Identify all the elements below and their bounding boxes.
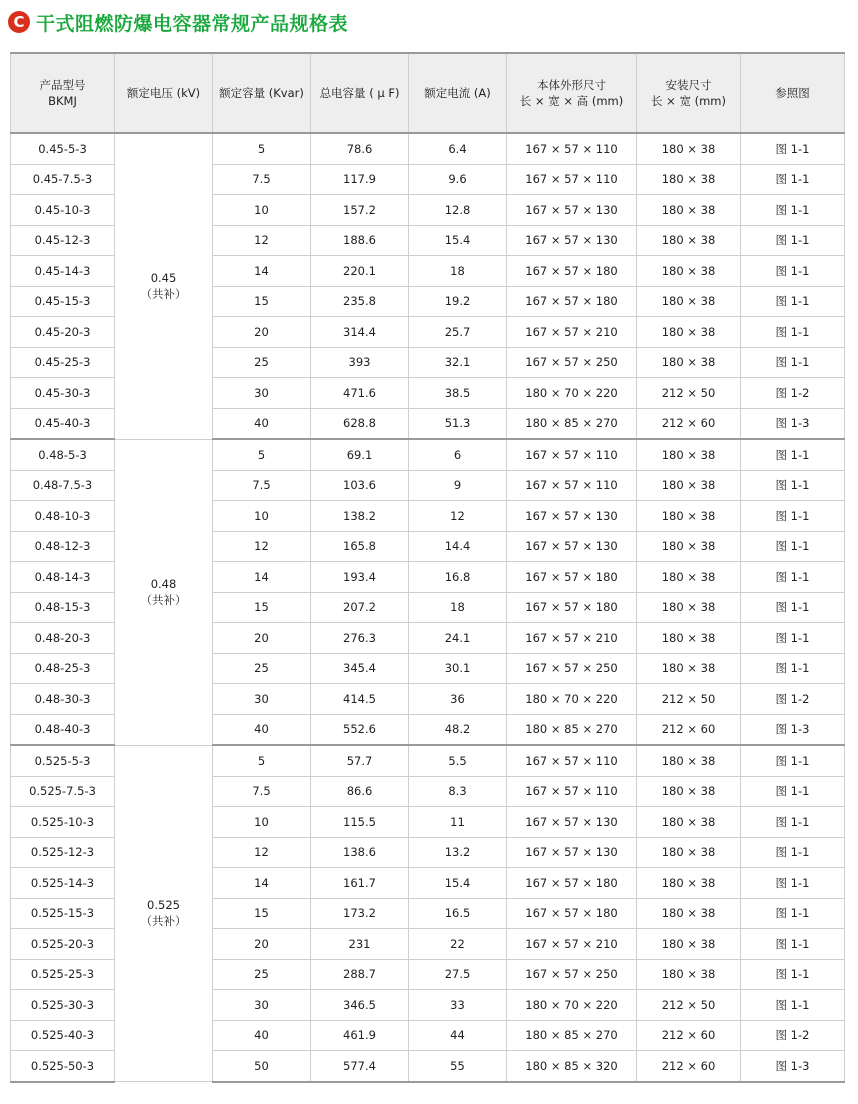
dimensions-cell: 180 × 85 × 320 [507, 1051, 637, 1082]
dimensions-cell: 167 × 57 × 180 [507, 286, 637, 317]
install-cell: 180 × 38 [637, 439, 741, 470]
current-cell: 36 [409, 684, 507, 715]
total-capacitance-cell: 314.4 [311, 317, 409, 348]
dimensions-cell: 167 × 57 × 110 [507, 745, 637, 776]
reference-cell: 图 1-1 [741, 807, 845, 838]
current-cell: 25.7 [409, 317, 507, 348]
dimensions-cell: 167 × 57 × 110 [507, 439, 637, 470]
model-cell: 0.48-20-3 [11, 623, 115, 654]
col-header-total-capacitance: 总电容量 ( μ F) [311, 53, 409, 133]
capacity-cell: 14 [213, 562, 311, 593]
capacity-cell: 10 [213, 195, 311, 226]
col-header-model [11, 53, 115, 133]
reference-cell: 图 1-1 [741, 225, 845, 256]
brand-logo-icon [8, 11, 30, 33]
total-capacitance-cell: 461.9 [311, 1020, 409, 1051]
model-cell: 0.48-15-3 [11, 592, 115, 623]
voltage-cell [115, 439, 213, 745]
capacity-cell: 14 [213, 256, 311, 287]
reference-cell: 图 1-1 [741, 745, 845, 776]
reference-cell: 图 1-1 [741, 898, 845, 929]
reference-cell: 图 1-1 [741, 592, 845, 623]
total-capacitance-cell: 173.2 [311, 898, 409, 929]
reference-cell: 图 1-1 [741, 531, 845, 562]
install-cell: 180 × 38 [637, 317, 741, 348]
model-cell: 0.48-10-3 [11, 501, 115, 532]
capacity-cell: 10 [213, 807, 311, 838]
col-header-reference: 参照图 [741, 53, 845, 133]
col-header-install-line1: 安装尺寸 [665, 78, 712, 92]
capacity-cell: 5 [213, 745, 311, 776]
current-cell: 18 [409, 256, 507, 287]
col-header-dimensions-line1: 本体外形尺寸 [537, 78, 606, 92]
install-cell: 180 × 38 [637, 807, 741, 838]
install-cell: 180 × 38 [637, 470, 741, 501]
dimensions-cell: 167 × 57 × 210 [507, 929, 637, 960]
current-cell: 9 [409, 470, 507, 501]
install-cell: 180 × 38 [637, 164, 741, 195]
dimensions-cell: 180 × 70 × 220 [507, 990, 637, 1021]
current-cell: 9.6 [409, 164, 507, 195]
page-title [8, 8, 348, 36]
capacity-cell: 12 [213, 837, 311, 868]
capacity-cell: 5 [213, 439, 311, 470]
voltage-cell [115, 133, 213, 439]
install-cell: 180 × 38 [637, 868, 741, 899]
reference-cell: 图 1-2 [741, 378, 845, 409]
col-header-current: 额定电流 (A) [409, 53, 507, 133]
install-cell: 180 × 38 [637, 745, 741, 776]
dimensions-cell: 167 × 57 × 130 [507, 501, 637, 532]
dimensions-cell: 167 × 57 × 110 [507, 133, 637, 164]
install-cell: 212 × 50 [637, 684, 741, 715]
total-capacitance-cell: 577.4 [311, 1051, 409, 1082]
dimensions-cell: 167 × 57 × 110 [507, 164, 637, 195]
install-cell: 180 × 38 [637, 959, 741, 990]
capacity-cell: 7.5 [213, 470, 311, 501]
reference-cell: 图 1-1 [741, 164, 845, 195]
model-cell: 0.45-40-3 [11, 408, 115, 439]
reference-cell: 图 1-1 [741, 501, 845, 532]
capacity-cell: 25 [213, 653, 311, 684]
reference-cell: 图 1-1 [741, 133, 845, 164]
dimensions-cell: 167 × 57 × 110 [507, 470, 637, 501]
total-capacitance-cell: 78.6 [311, 133, 409, 164]
install-cell: 180 × 38 [637, 501, 741, 532]
total-capacitance-cell: 193.4 [311, 562, 409, 593]
dimensions-cell: 167 × 57 × 250 [507, 347, 637, 378]
capacity-cell: 20 [213, 317, 311, 348]
current-cell: 44 [409, 1020, 507, 1051]
col-header-voltage: 额定电压 (kV) [115, 53, 213, 133]
current-cell: 24.1 [409, 623, 507, 654]
total-capacitance-cell: 157.2 [311, 195, 409, 226]
voltage-note: （共补） [140, 287, 187, 302]
model-cell: 0.525-50-3 [11, 1051, 115, 1082]
capacity-cell: 15 [213, 592, 311, 623]
reference-cell: 图 1-2 [741, 684, 845, 715]
install-cell: 180 × 38 [637, 653, 741, 684]
dimensions-cell: 167 × 57 × 180 [507, 898, 637, 929]
reference-cell: 图 1-1 [741, 990, 845, 1021]
dimensions-cell: 180 × 85 × 270 [507, 408, 637, 439]
model-cell: 0.48-7.5-3 [11, 470, 115, 501]
current-cell: 19.2 [409, 286, 507, 317]
model-cell: 0.45-25-3 [11, 347, 115, 378]
current-cell: 13.2 [409, 837, 507, 868]
capacity-cell: 40 [213, 408, 311, 439]
reference-cell: 图 1-1 [741, 439, 845, 470]
dimensions-cell: 167 × 57 × 130 [507, 225, 637, 256]
dimensions-cell: 167 × 57 × 250 [507, 959, 637, 990]
table-row [11, 439, 845, 470]
dimensions-cell: 167 × 57 × 180 [507, 592, 637, 623]
install-cell: 180 × 38 [637, 133, 741, 164]
capacity-cell: 40 [213, 1020, 311, 1051]
total-capacitance-cell: 188.6 [311, 225, 409, 256]
capacity-cell: 20 [213, 623, 311, 654]
install-cell: 212 × 60 [637, 1020, 741, 1051]
capacity-cell: 25 [213, 959, 311, 990]
total-capacitance-cell: 57.7 [311, 745, 409, 776]
total-capacitance-cell: 220.1 [311, 256, 409, 287]
current-cell: 11 [409, 807, 507, 838]
dimensions-cell: 167 × 57 × 130 [507, 837, 637, 868]
total-capacitance-cell: 103.6 [311, 470, 409, 501]
current-cell: 15.4 [409, 225, 507, 256]
capacity-cell: 30 [213, 684, 311, 715]
total-capacitance-cell: 235.8 [311, 286, 409, 317]
current-cell: 6 [409, 439, 507, 470]
model-cell: 0.45-20-3 [11, 317, 115, 348]
capacity-cell: 7.5 [213, 164, 311, 195]
reference-cell: 图 1-2 [741, 1020, 845, 1051]
total-capacitance-cell: 165.8 [311, 531, 409, 562]
dimensions-cell: 167 × 57 × 180 [507, 256, 637, 287]
total-capacitance-cell: 86.6 [311, 776, 409, 807]
current-cell: 55 [409, 1051, 507, 1082]
dimensions-cell: 167 × 57 × 180 [507, 868, 637, 899]
current-cell: 16.5 [409, 898, 507, 929]
total-capacitance-cell: 471.6 [311, 378, 409, 409]
install-cell: 212 × 60 [637, 714, 741, 745]
reference-cell: 图 1-1 [741, 347, 845, 378]
reference-cell: 图 1-1 [741, 959, 845, 990]
current-cell: 5.5 [409, 745, 507, 776]
current-cell: 48.2 [409, 714, 507, 745]
current-cell: 18 [409, 592, 507, 623]
capacity-cell: 40 [213, 714, 311, 745]
capacity-cell: 15 [213, 286, 311, 317]
model-cell: 0.525-30-3 [11, 990, 115, 1021]
reference-cell: 图 1-1 [741, 562, 845, 593]
dimensions-cell: 167 × 57 × 210 [507, 623, 637, 654]
install-cell: 180 × 38 [637, 592, 741, 623]
install-cell: 212 × 50 [637, 378, 741, 409]
model-cell: 0.525-5-3 [11, 745, 115, 776]
col-header-install-line2: 长 × 宽 (mm) [651, 94, 726, 108]
install-cell: 180 × 38 [637, 286, 741, 317]
current-cell: 15.4 [409, 868, 507, 899]
model-cell: 0.45-5-3 [11, 133, 115, 164]
model-cell: 0.45-15-3 [11, 286, 115, 317]
current-cell: 12 [409, 501, 507, 532]
model-cell: 0.48-12-3 [11, 531, 115, 562]
reference-cell: 图 1-3 [741, 714, 845, 745]
voltage-note: （共补） [140, 914, 187, 929]
reference-cell: 图 1-1 [741, 317, 845, 348]
dimensions-cell: 167 × 57 × 130 [507, 195, 637, 226]
reference-cell: 图 1-1 [741, 653, 845, 684]
model-cell: 0.525-20-3 [11, 929, 115, 960]
dimensions-cell: 167 × 57 × 250 [507, 653, 637, 684]
model-cell: 0.48-40-3 [11, 714, 115, 745]
current-cell: 8.3 [409, 776, 507, 807]
capacity-cell: 20 [213, 929, 311, 960]
reference-cell: 图 1-1 [741, 195, 845, 226]
total-capacitance-cell: 69.1 [311, 439, 409, 470]
dimensions-cell: 180 × 85 × 270 [507, 714, 637, 745]
table-header-row [11, 53, 845, 133]
total-capacitance-cell: 138.2 [311, 501, 409, 532]
current-cell: 38.5 [409, 378, 507, 409]
logo-letter: C [13, 13, 25, 31]
model-cell: 0.45-14-3 [11, 256, 115, 287]
reference-cell: 图 1-1 [741, 470, 845, 501]
reference-cell: 图 1-1 [741, 868, 845, 899]
current-cell: 27.5 [409, 959, 507, 990]
install-cell: 180 × 38 [637, 347, 741, 378]
model-cell: 0.48-5-3 [11, 439, 115, 470]
title-text: 干式阻燃防爆电容器常规产品规格表 [36, 12, 349, 35]
install-cell: 180 × 38 [637, 256, 741, 287]
total-capacitance-cell: 138.6 [311, 837, 409, 868]
voltage-value: 0.48 [150, 577, 177, 591]
dimensions-cell: 167 × 57 × 130 [507, 807, 637, 838]
col-header-capacity: 额定容量 (Kvar) [213, 53, 311, 133]
install-cell: 180 × 38 [637, 623, 741, 654]
dimensions-cell: 180 × 70 × 220 [507, 378, 637, 409]
capacity-cell: 25 [213, 347, 311, 378]
total-capacitance-cell: 288.7 [311, 959, 409, 990]
model-cell: 0.525-40-3 [11, 1020, 115, 1051]
current-cell: 22 [409, 929, 507, 960]
install-cell: 212 × 60 [637, 408, 741, 439]
table-row [11, 133, 845, 164]
total-capacitance-cell: 161.7 [311, 868, 409, 899]
total-capacitance-cell: 393 [311, 347, 409, 378]
table-body [11, 133, 845, 1082]
total-capacitance-cell: 231 [311, 929, 409, 960]
install-cell: 180 × 38 [637, 776, 741, 807]
voltage-cell [115, 745, 213, 1082]
dimensions-cell: 167 × 57 × 210 [507, 317, 637, 348]
model-cell: 0.45-10-3 [11, 195, 115, 226]
table-row [11, 745, 845, 776]
capacity-cell: 7.5 [213, 776, 311, 807]
col-header-dimensions-line2: 长 × 宽 × 高 (mm) [519, 94, 624, 108]
reference-cell: 图 1-1 [741, 837, 845, 868]
col-header-model-line1: 产品型号 [39, 78, 86, 92]
capacity-cell: 50 [213, 1051, 311, 1082]
install-cell: 180 × 38 [637, 531, 741, 562]
total-capacitance-cell: 345.4 [311, 653, 409, 684]
install-cell: 180 × 38 [637, 837, 741, 868]
model-cell: 0.45-7.5-3 [11, 164, 115, 195]
dimensions-cell: 180 × 85 × 270 [507, 1020, 637, 1051]
col-header-dimensions [507, 53, 637, 133]
capacity-cell: 15 [213, 898, 311, 929]
model-cell: 0.525-14-3 [11, 868, 115, 899]
model-cell: 0.525-12-3 [11, 837, 115, 868]
install-cell: 212 × 50 [637, 990, 741, 1021]
voltage-note: （共补） [140, 593, 187, 607]
model-cell: 0.525-10-3 [11, 807, 115, 838]
current-cell: 30.1 [409, 653, 507, 684]
total-capacitance-cell: 276.3 [311, 623, 409, 654]
model-cell: 0.525-7.5-3 [11, 776, 115, 807]
model-cell: 0.48-30-3 [11, 684, 115, 715]
total-capacitance-cell: 346.5 [311, 990, 409, 1021]
model-cell: 0.45-30-3 [11, 378, 115, 409]
reference-cell: 图 1-1 [741, 776, 845, 807]
reference-cell: 图 1-1 [741, 256, 845, 287]
install-cell: 180 × 38 [637, 225, 741, 256]
dimensions-cell: 167 × 57 × 180 [507, 562, 637, 593]
current-cell: 12.8 [409, 195, 507, 226]
total-capacitance-cell: 628.8 [311, 408, 409, 439]
install-cell: 212 × 60 [637, 1051, 741, 1082]
install-cell: 180 × 38 [637, 562, 741, 593]
install-cell: 180 × 38 [637, 898, 741, 929]
col-header-model-line2: BKMJ [48, 94, 77, 108]
model-cell: 0.45-12-3 [11, 225, 115, 256]
current-cell: 33 [409, 990, 507, 1021]
current-cell: 32.1 [409, 347, 507, 378]
model-cell: 0.48-14-3 [11, 562, 115, 593]
dimensions-cell: 180 × 70 × 220 [507, 684, 637, 715]
dimensions-cell: 167 × 57 × 130 [507, 531, 637, 562]
reference-cell: 图 1-1 [741, 286, 845, 317]
current-cell: 51.3 [409, 408, 507, 439]
voltage-value: 0.45 [150, 271, 177, 286]
capacity-cell: 10 [213, 501, 311, 532]
current-cell: 16.8 [409, 562, 507, 593]
total-capacitance-cell: 115.5 [311, 807, 409, 838]
capacity-cell: 12 [213, 225, 311, 256]
dimensions-cell: 167 × 57 × 110 [507, 776, 637, 807]
reference-cell: 图 1-3 [741, 408, 845, 439]
model-cell: 0.525-15-3 [11, 898, 115, 929]
total-capacitance-cell: 414.5 [311, 684, 409, 715]
total-capacitance-cell: 552.6 [311, 714, 409, 745]
capacity-cell: 30 [213, 990, 311, 1021]
reference-cell: 图 1-3 [741, 1051, 845, 1082]
capacity-cell: 12 [213, 531, 311, 562]
capacity-cell: 14 [213, 868, 311, 899]
model-cell: 0.48-25-3 [11, 653, 115, 684]
model-cell: 0.525-25-3 [11, 959, 115, 990]
voltage-value: 0.525 [147, 898, 180, 913]
current-cell: 6.4 [409, 133, 507, 164]
install-cell: 180 × 38 [637, 929, 741, 960]
col-header-install [637, 53, 741, 133]
current-cell: 14.4 [409, 531, 507, 562]
capacity-cell: 30 [213, 378, 311, 409]
spec-table [10, 52, 845, 1083]
total-capacitance-cell: 117.9 [311, 164, 409, 195]
total-capacitance-cell: 207.2 [311, 592, 409, 623]
reference-cell: 图 1-1 [741, 929, 845, 960]
capacity-cell: 5 [213, 133, 311, 164]
reference-cell: 图 1-1 [741, 623, 845, 654]
install-cell: 180 × 38 [637, 195, 741, 226]
